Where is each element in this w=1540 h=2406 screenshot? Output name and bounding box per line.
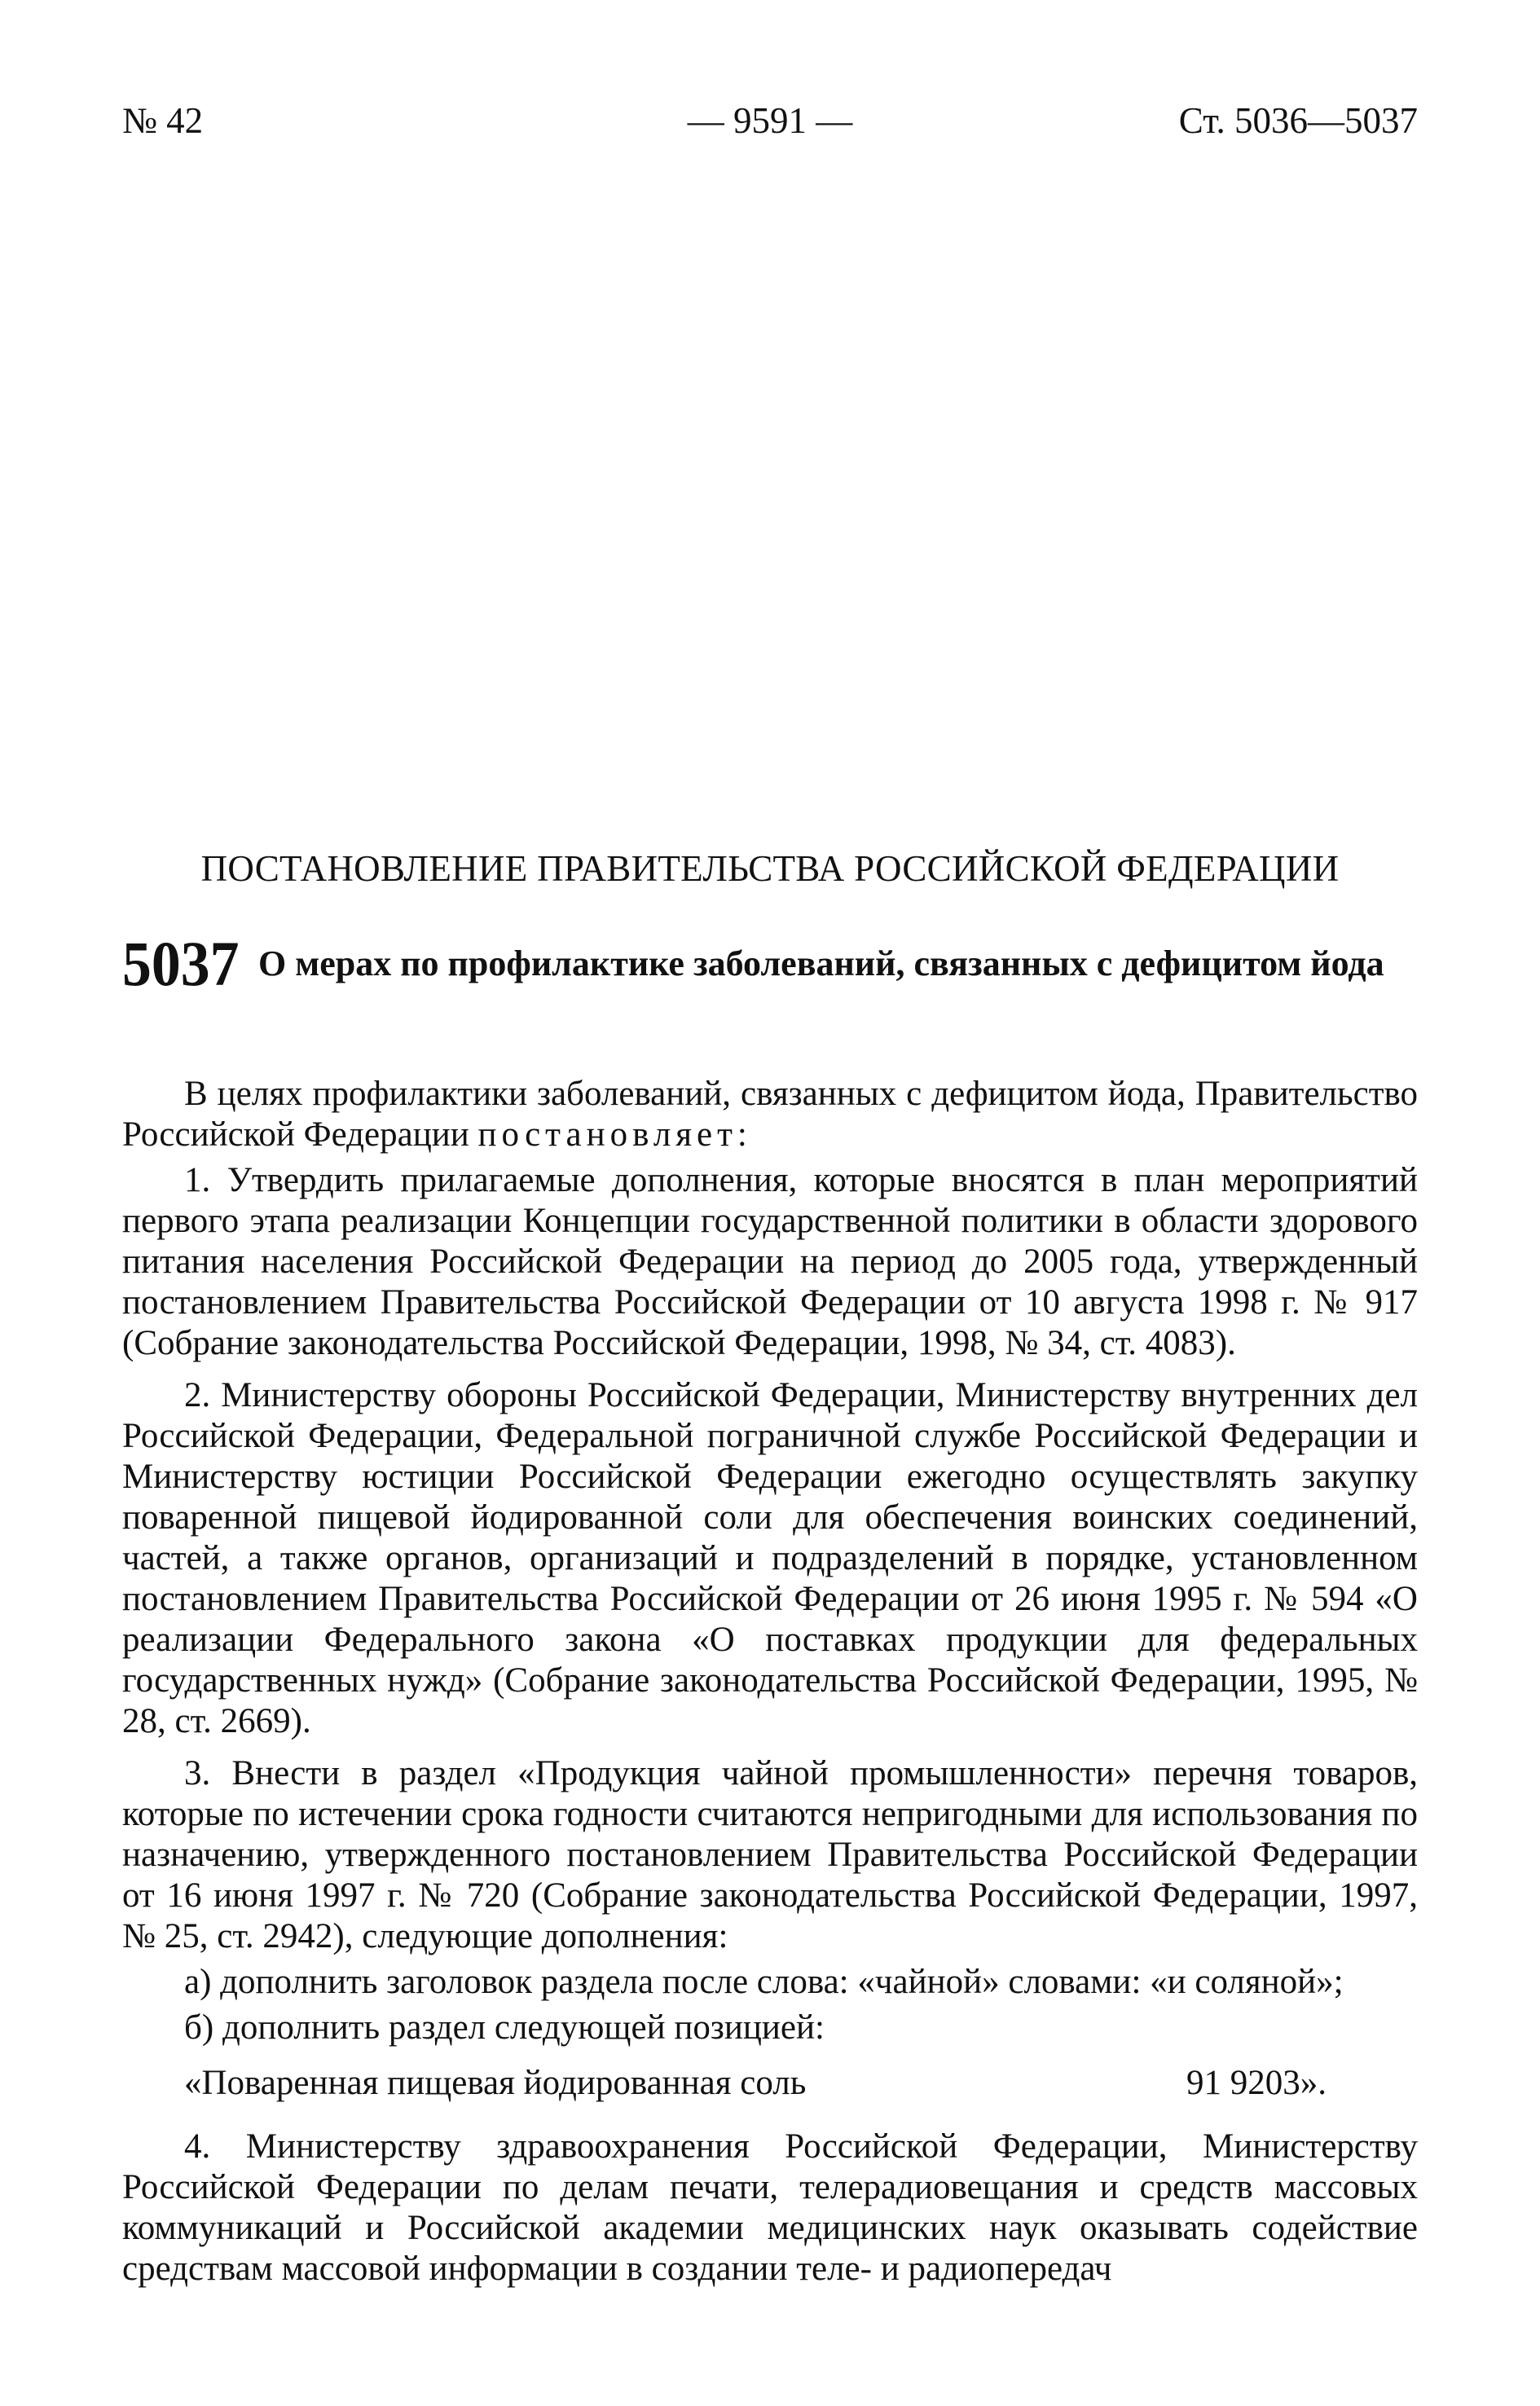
paragraph-1: 1. Утвердить прилагаемые дополнения, которые вносятся в план мероприятий первого этапа реализации Концепции государственной политики в области здорового питания населения Российской Федерации на период до 2005 года, утвержденный постановлением Правительства Российской Федерации от 10 августа 1998 г. № 917 (Собрание законодательства Российской Федерации, 1998, № 34, ст. 4083). <box>122 1161 1418 1362</box>
entry-code: 91 9203». <box>1186 2064 1327 2102</box>
page-number: — 9591 — <box>687 100 853 141</box>
document-type: ПОСТАНОВЛЕНИЕ ПРАВИТЕЛЬСТВА РОССИЙСКОЙ ФЕДЕРАЦИИ <box>200 848 1340 889</box>
paragraph-3b: б) дополнить раздел следующей позицией: <box>184 2008 825 2047</box>
intro-paragraph <box>122 1074 1418 1155</box>
intro-text: В целях профилактики заболеваний, связанных с дефицитом йода, Правительство Российской Федерации <box>122 1075 1418 1154</box>
paragraph-3a: а) дополнить заголовок раздела после слова: «чайной» словами: «и соляной»; <box>184 1963 1344 2001</box>
title-block <box>122 928 1418 1047</box>
document-title: О мерах по профилактике заболеваний, связанных с дефицитом йода <box>258 943 1384 983</box>
entry-name: «Поваренная пищевая йодированная соль <box>184 2064 807 2102</box>
article-range: Ст. 5036—5037 <box>1178 100 1418 141</box>
resolves-word: постановляет: <box>477 1115 752 1154</box>
page-header <box>122 96 1418 145</box>
body-text <box>122 1074 1418 2301</box>
issue-number: № 42 <box>122 100 204 141</box>
paragraph-4: 4. Министерству здравоохранения Российской Федерации, Министерству Российской Федерации по делам печати, телерадиовещания и средств массовых коммуникаций и Российской академии медицинских наук оказывать содействие средствам массовой информации в создании теле- и радиопередач <box>122 2127 1418 2288</box>
paragraph-3: 3. Внести в раздел «Продукция чайной промышленности» перечня товаров, которые по истечении срока годности считаются непригодными для использования по назначению, утвержденного постановлением Правительства Российской Федерации от 16 июня 1997 г. № 720 (Собрание законодательства Российской Федерации, 1997, № 25, ст. 2942), следующие дополнения: <box>122 1754 1418 1955</box>
list-entry <box>122 2063 1418 2104</box>
document-number: 5037 <box>122 928 240 999</box>
paragraph-2: 2. Министерству обороны Российской Федерации, Министерству внутренних дел Российской Федерации, Федеральной пограничной службе Российской Федерации и Министерству юстиции Российской Федерации ежегодно осуществлять закупку поваренной пищевой йодированной соли для обеспечения воинских соединений, частей, а также органов, организаций и подразделений в порядке, установленном постановлением Правительства Российской Федерации от 26 июня 1995 г. № 594 «О реализации Федерального закона «О поставках продукции для федеральных государственных нужд» (Собрание законодательства Российской Федерации, 1995, № 28, ст. 2669). <box>122 1376 1418 1740</box>
